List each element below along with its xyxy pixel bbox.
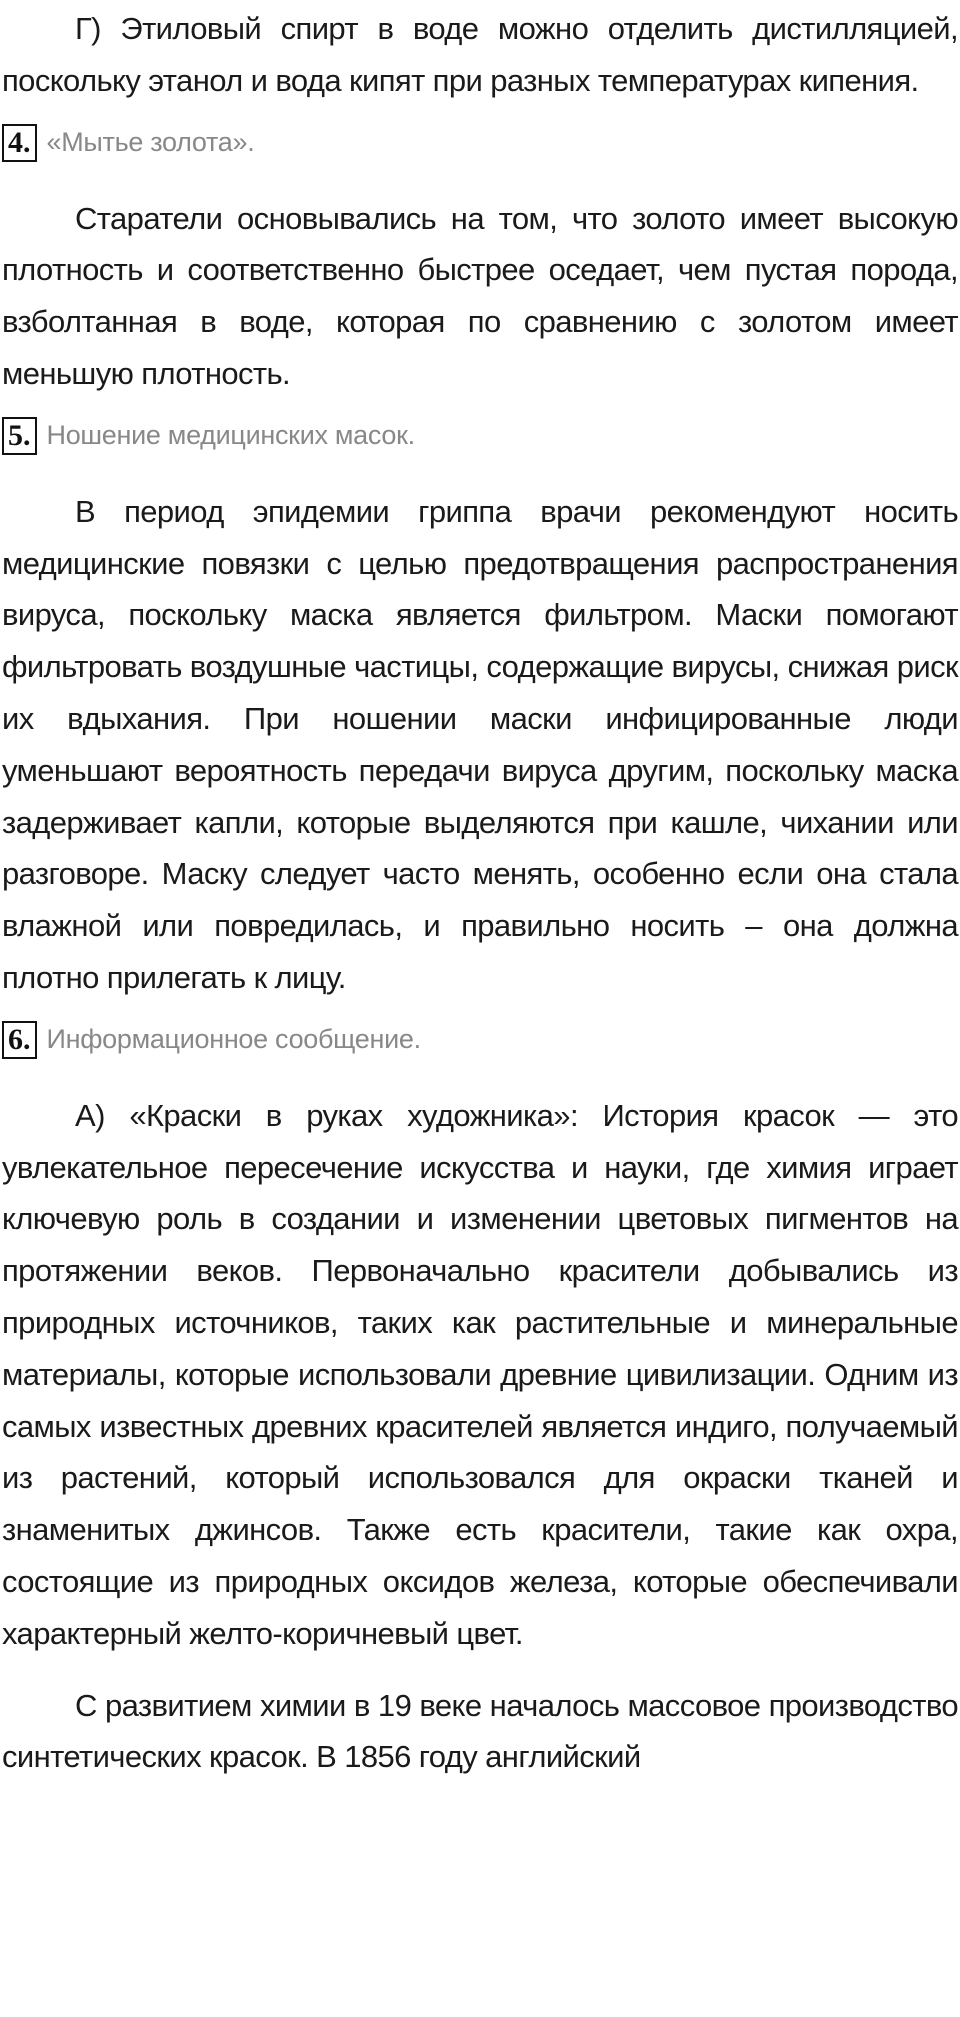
section-title-6: Информационное сообщение. xyxy=(46,1024,421,1055)
paragraph-paints-history: А) «Краски в руках художника»: История красок — это увлекательное пересечение искусства и науки, где химия играет ключевую роль в создании и изменении цветовых пигментов на протяжении веков. Первоначально красители добывались из природных источников, таких как растительные и минеральные материалы, которые использовали древние цивилизации. Одним из самых известных древних красителей является индиго, получаемый из растений, который использовался для окраски тканей и знаменитых джинсов. Также есть красители, такие как охра, состоящие из природных оксидов железа, которые обеспечивали характерный желто-коричневый цвет. xyxy=(2,1097,958,1651)
paragraph-answer-g: Г) Этиловый спирт в воде можно отделить дистилляцией, поскольку этанол и вода кипят при разных температурах кипения. xyxy=(2,11,958,98)
section-title-4: «Мытье золота». xyxy=(46,127,255,158)
section-heading-6 xyxy=(2,1014,958,1066)
paragraph-gold-washing: Старатели основывались на том, что золото имеет высокую плотность и соответственно быстрее оседает, чем пустая порода, взболтанная в воде, которая по сравнению с золотом имеет меньшую плотность. xyxy=(2,200,958,391)
paragraph-synthetic-paints: С развитием химии в 19 веке началось массовое производство синтетических красок. В 1856 году английский xyxy=(2,1687,958,1775)
paragraph-medical-masks: В период эпидемии гриппа врачи рекомендуют носить медицинские повязки с целью предотвращения распространения вируса, поскольку маска является фильтром. Маски помогают фильтровать воздушные частицы, содержащие вирусы, снижая риск их вдыхания. При ношении маски инфицированные люди уменьшают вероятность передачи вируса другим, поскольку маска задерживает капли, которые выделяются при кашле, чихании или разговоре. Маску следует часто менять, особенно если она стала влажной или повредилась, и правильно носить – она должна плотно прилегать к лицу. xyxy=(2,493,958,995)
section-number-4: 4. xyxy=(2,124,37,162)
section-heading-5 xyxy=(2,410,958,462)
section-number-6: 6. xyxy=(2,1021,37,1059)
document-page xyxy=(2,0,958,1783)
section-title-5: Ношение медицинских масок. xyxy=(46,420,415,451)
section-number-5: 5. xyxy=(2,417,37,455)
section-heading-4 xyxy=(2,117,958,169)
